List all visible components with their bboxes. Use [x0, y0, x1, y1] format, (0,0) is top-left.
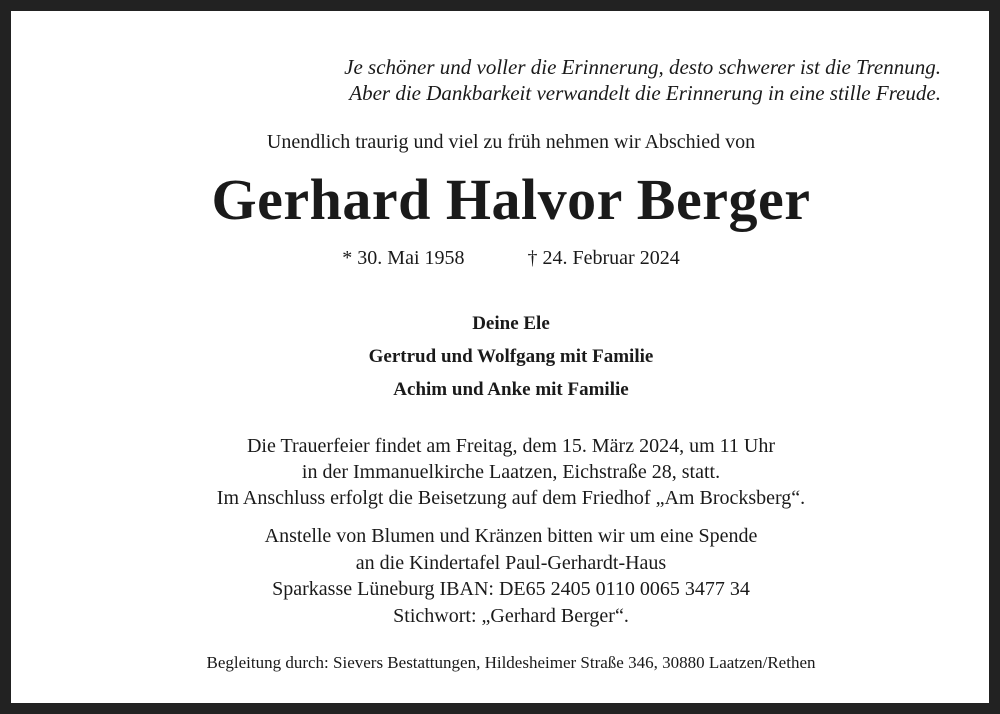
memorial-quote [344, 54, 941, 106]
ceremony-line: Im Anschluss erfolgt die Beisetzung auf dem Friedhof „Am Brocksberg“. [216, 487, 806, 509]
funeral-home-footer: Begleitung durch: Sievers Bestattungen, Hildesheimer Straße 346, 30880 Laatzen/Rethen [206, 653, 816, 672]
donation-line: Sparkasse Lüneburg IBAN: DE65 2405 0110 0065 3477 34 [272, 578, 750, 600]
death-date: † 24. Februar 2024 [527, 247, 680, 269]
donation-line: Anstelle von Blumen und Kränzen bitten wir um eine Spende [264, 525, 758, 547]
mourner-line: Gertrud und Wolfgang mit Familie [368, 346, 654, 367]
donation-info [11, 523, 1000, 629]
mourner-line: Deine Ele [472, 313, 550, 334]
quote-line: Aber die Dankbarkeit verwandelt die Erinnerung in eine stille Freude. [349, 81, 941, 105]
donation-line: Stichwort: „Gerhard Berger“. [393, 604, 629, 627]
intro-text: Unendlich traurig und viel zu früh nehmen wir Abschied von [266, 131, 756, 153]
birth-date: * 30. Mai 1958 [342, 247, 465, 269]
deceased-name: Gerhard Halvor Berger [211, 167, 811, 232]
donation-line: an die Kindertafel Paul-Gerhardt-Haus [355, 551, 667, 574]
mourner-line: Achim und Anke mit Familie [393, 379, 629, 400]
ceremony-line: in der Immanuelkirche Laatzen, Eichstraße 28, statt. [301, 461, 721, 483]
ceremony-info [11, 433, 1000, 511]
life-dates [11, 247, 1000, 270]
quote-line: Je schöner und voller die Erinnerung, desto schwerer ist die Trennung. [344, 55, 941, 79]
ceremony-line: Die Trauerfeier findet am Freitag, dem 15. März 2024, um 11 Uhr [246, 435, 776, 457]
mourners-list [11, 307, 1000, 406]
